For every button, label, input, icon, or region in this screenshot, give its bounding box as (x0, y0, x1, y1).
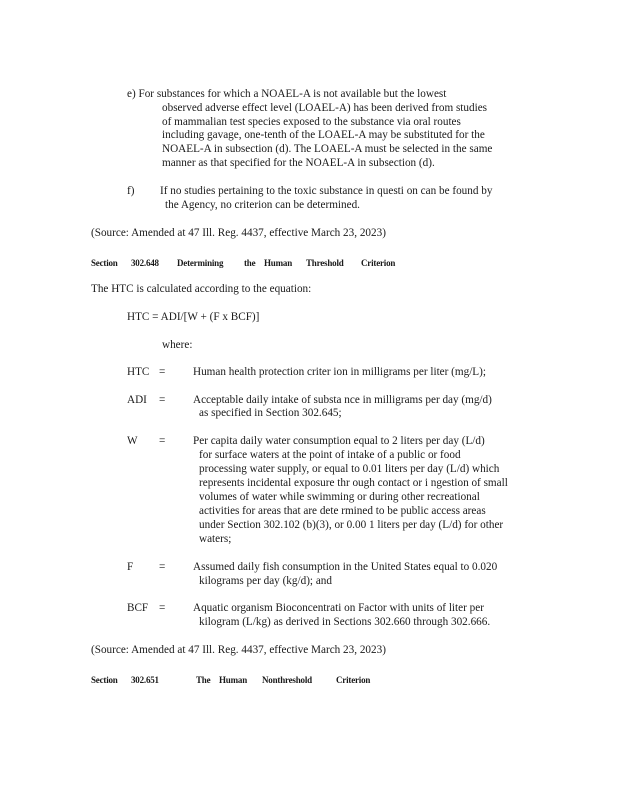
definition-text: kilogram (L/kg) as derived in Sections 302.660 through 302.666. (199, 616, 491, 628)
definition-text: for surface waters at the point of intake of a public or food (199, 449, 461, 461)
section-heading (0, 674, 618, 686)
definition-text: kilograms per day (kg/d); and (199, 575, 332, 587)
definition-term: HTC (127, 366, 150, 378)
section-heading (0, 257, 618, 269)
source-note: (Source: Amended at 47 Ill. Reg. 4437, effective March 23, 2023) (91, 227, 386, 239)
definition-text: volumes of water while swimming or during other recreational (199, 491, 480, 503)
item-e-line: observed adverse effect level (LOAEL-A) has been derived from studies (162, 102, 488, 114)
heading-word: Nonthreshold (262, 675, 312, 685)
item-e-line: e) For substances for which a NOAEL-A is not available but the lowest (127, 88, 447, 100)
heading-word: Threshold (306, 258, 344, 268)
definition-text: Per capita daily water consumption equal to 2 liters per day (L/d) (193, 435, 485, 447)
definition-term: BCF (127, 602, 149, 614)
source-note: (Source: Amended at 47 Ill. Reg. 4437, effective March 23, 2023) (91, 644, 386, 656)
item-e-line: including gavage, one-tenth of the LOAEL-A may be substituted for the (162, 129, 485, 141)
definition-equals: = (159, 561, 166, 573)
heading-word: the (244, 258, 256, 268)
item-f-line: the Agency, no criterion can be determined. (165, 199, 360, 211)
heading-word: Determining (177, 258, 224, 268)
definition-term: W (127, 435, 138, 447)
definition-equals: = (159, 602, 166, 614)
item-e-line: manner as that specified for the NOAEL-A in subsection (d). (162, 157, 435, 169)
heading-word: The (196, 675, 211, 685)
where-label: where: (162, 339, 193, 351)
definition-text: as specified in Section 302.645; (199, 407, 342, 419)
definition-text: waters; (199, 533, 232, 545)
item-e-line: NOAEL-A in subsection (d). The LOAEL-A must be selected in the same (162, 143, 493, 155)
heading-section-number: 302.651 (131, 675, 159, 685)
definition-term: F (127, 561, 134, 573)
definition-text: activities for areas that are dete rmined to be public access areas (199, 505, 486, 517)
definition-text: Acceptable daily intake of substa nce in milligrams per day (mg/d) (193, 394, 492, 406)
heading-section-number: 302.648 (131, 258, 159, 268)
definition-equals: = (159, 435, 166, 447)
definition-text: Human health protection criter ion in milligrams per liter (mg/L); (193, 366, 486, 378)
definition-text: Assumed daily fish consumption in the United States equal to 0.020 (193, 561, 498, 573)
definition-equals: = (159, 394, 166, 406)
heading-section-word: Section (91, 258, 118, 268)
heading-word: Human (264, 258, 293, 268)
heading-word: Criterion (336, 675, 371, 685)
heading-word: Human (219, 675, 248, 685)
intro-text: The HTC is calculated according to the equation: (91, 283, 312, 295)
equation: HTC = ADI/[W + (F x BCF)] (127, 311, 260, 323)
item-f-line: If no studies pertaining to the toxic substance in questi on can be found by (160, 185, 493, 197)
definition-text: under Section 302.102 (b)(3), or 0.00 1 liters per day (L/d) for other (199, 519, 504, 531)
definition-text: Aquatic organism Bioconcentrati on Factor with units of liter per (193, 602, 484, 614)
item-e-line: of mammalian test species exposed to the substance via oral routes (162, 116, 461, 128)
definition-text: represents incidental exposure thr ough contact or i ngestion of small (199, 477, 508, 489)
definition-text: processing water supply, or equal to 0.01 liters per day (L/d) which (199, 463, 500, 475)
heading-section-word: Section (91, 675, 118, 685)
definition-term: ADI (127, 394, 147, 406)
heading-word: Criterion (361, 258, 396, 268)
definition-equals: = (159, 366, 166, 378)
item-f-marker: f) (127, 185, 135, 197)
